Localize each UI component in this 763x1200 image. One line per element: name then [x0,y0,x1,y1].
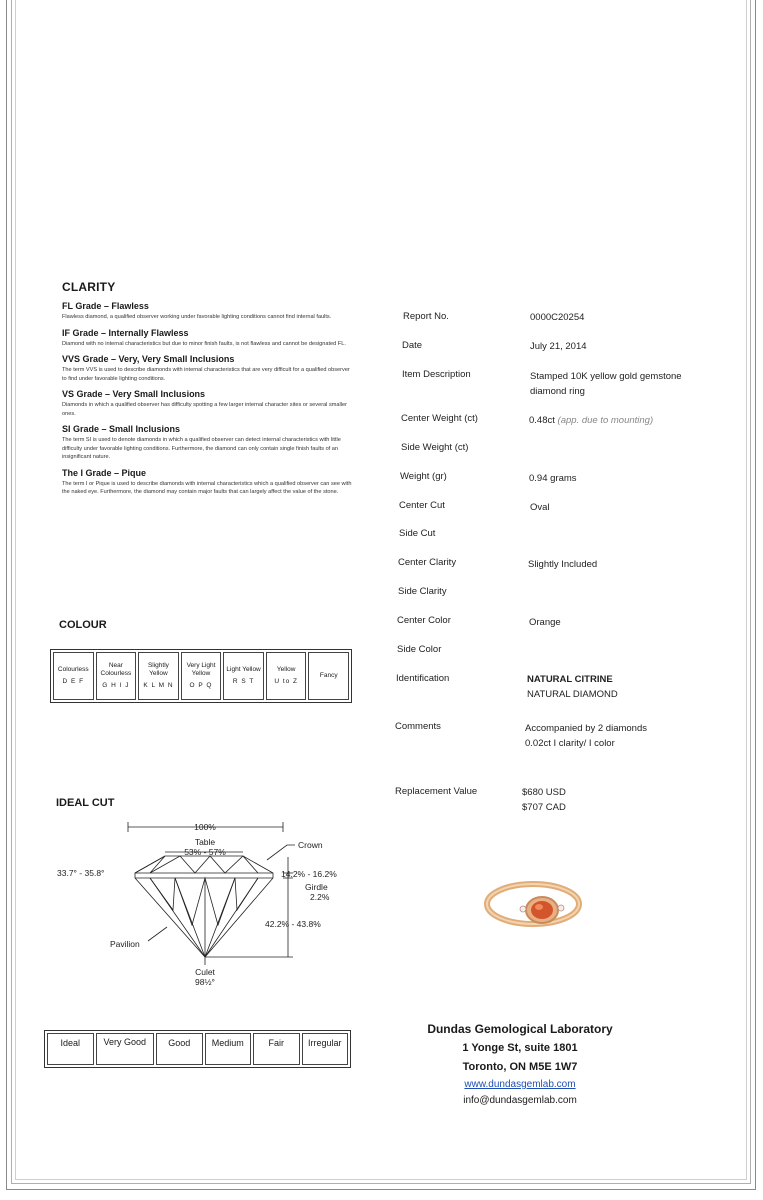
cut-grade-box: Good [156,1033,203,1065]
report-no-value: 0000C20254 [530,312,585,323]
comments-label: Comments [395,721,441,732]
culet-angle-label: 98½° [195,977,215,987]
girdle-percent-label: 2.2% [310,892,330,902]
item-description-label: Item Description [402,369,471,380]
colour-title: COLOUR [59,619,107,631]
item-description-line-1: Stamped 10K yellow gold gemstone [530,371,682,382]
identification-line-1: NATURAL CITRINE [527,674,613,685]
cut-grade-box: Ideal [47,1033,94,1065]
side-cut-label: Side Cut [399,528,436,539]
grade-description: The term I or Pique is used to describe diamonds with internal characteristics which a qualified observer can see with the naked eye. Furthermore, the diamond may contain major faults that can largely affect the value of the stone. [62,480,352,495]
center-weight-label: Center Weight (ct) [401,413,478,424]
comments-line-1: Accompanied by 2 diamonds [525,723,647,734]
grade-description: The term VVS is used to describe diamonds with internal characteristics that are very difficult for a qualified observer to find under favorable lighting conditions. [62,367,350,382]
center-cut-label: Center Cut [399,500,445,511]
grade-heading: VVS Grade – Very, Very Small Inclusions [62,354,235,364]
lab-email: info@dundasgemlab.com [463,1095,577,1106]
side-color-label: Side Color [397,644,442,655]
colour-box-letters: U to Z [274,678,299,685]
girdle-label: Girdle [305,882,328,892]
culet-label: Culet [195,967,215,977]
replacement-value [522,785,566,815]
weight-label: Weight (gr) [400,471,447,482]
center-weight-note: (app. due to mounting) [557,415,654,426]
identification-value [527,672,618,702]
lab-website-link[interactable]: www.dundasgemlab.com [464,1079,576,1090]
width-label: 100% [194,822,216,832]
table-label: Table [194,837,216,847]
replacement-value-usd: $680 USD [522,787,566,798]
colour-box-label: Colourless [57,666,89,673]
pavilion-label: Pavilion [110,939,140,949]
date-value: July 21, 2014 [530,341,587,352]
colour-box-letters: K L M N [143,682,174,689]
colour-box-letters: R S T [232,678,255,685]
table-range-label: 53% - 57% [184,847,226,857]
center-color-label: Center Color [397,615,451,626]
center-color-value: Orange [529,617,561,628]
center-clarity-value: Slightly Included [528,559,598,570]
crown-angle-label: 33.7° - 35.8° [57,868,105,878]
colour-box-label: Near Colourless [100,662,132,677]
grade-heading: IF Grade – Internally Flawless [62,327,189,338]
item-description-value [530,369,682,399]
pavilion-depth-label: 42.2% - 43.8% [265,919,321,929]
comments-line-2: 0.02ct I clarity/ I color [525,738,615,749]
report-no-label: Report No. [403,311,449,322]
crown-height-label: 14.2% - 16.2% [281,869,337,879]
center-clarity-label: Center Clarity [398,557,457,568]
grade-heading: FL Grade – Flawless [62,301,149,311]
clarity-title: CLARITY [62,280,116,294]
center-weight-amount: 0.48ct [529,415,555,426]
lab-info [400,1020,640,1109]
date-label: Date [402,340,423,351]
identification-line-2: NATURAL DIAMOND [527,689,618,700]
grade-description: Flawless diamond, a qualified observer working under favorable lighting conditions cannot find internal faults. [62,314,332,320]
colour-box-label: Fancy [319,672,338,679]
cut-grade-box: Fair [253,1033,300,1065]
cut-grade-box: Irregular [302,1033,349,1065]
grade-description: The term SI is used to denote diamonds in which a qualified observer can detect internal characteristics with little difficulty under favorable lighting conditions. Furthermore, the diamond can only contain single finish faults of an insignificant nature. [62,437,341,460]
cut-grade-box: Very Good [96,1033,155,1065]
weight-value: 0.94 grams [529,473,577,484]
colour-box-letters: G H I J [102,682,130,689]
colour-box-label: Yellow [276,666,296,673]
comments-value [525,721,647,751]
side-diamond-right [558,905,564,911]
item-description-line-2: diamond ring [530,386,585,397]
stone-highlight [535,904,543,910]
colour-box-label: Light Yellow [226,666,261,673]
side-weight-label: Side Weight (ct) [401,442,469,453]
colour-box-letters: D E F [62,678,85,685]
cut-grade-box: Medium [205,1033,252,1065]
grade-heading: The I Grade – Pique [62,467,147,478]
grade-description: Diamonds in which a qualified observer has difficulty spotting a few larger internal character sites or several smaller ones. [62,402,347,417]
lab-address-line-2: Toronto, ON M5E 1W7 [462,1061,578,1073]
identification-label: Identification [396,673,450,684]
colour-box-label: Slightly Yellow [147,662,169,677]
lab-name: Dundas Gemological Laboratory [427,1022,613,1036]
lab-address-line-1: 1 Yonge St, suite 1801 [462,1042,578,1054]
crown-label: Crown [298,840,323,850]
replacement-value-cad: $707 CAD [522,802,566,813]
side-diamond-left [520,906,526,912]
colour-box-label: Very Light Yellow [186,662,216,677]
grade-heading: SI Grade – Small Inclusions [62,424,181,434]
colour-box-letters: O P Q [189,682,213,689]
grade-heading: VS Grade – Very Small Inclusions [62,389,206,399]
ideal-cut-title: IDEAL CUT [56,797,115,809]
side-clarity-label: Side Clarity [398,586,447,597]
citrine-stone [531,901,553,919]
ring-photo [478,862,588,952]
center-cut-value: Oval [530,502,550,513]
replacement-value-label: Replacement Value [395,786,478,797]
center-weight-value [529,413,653,428]
grade-description: Diamond with no internal characteristics but due to minor finish faults, is not flawless and cannot be designated FL. [62,340,346,347]
